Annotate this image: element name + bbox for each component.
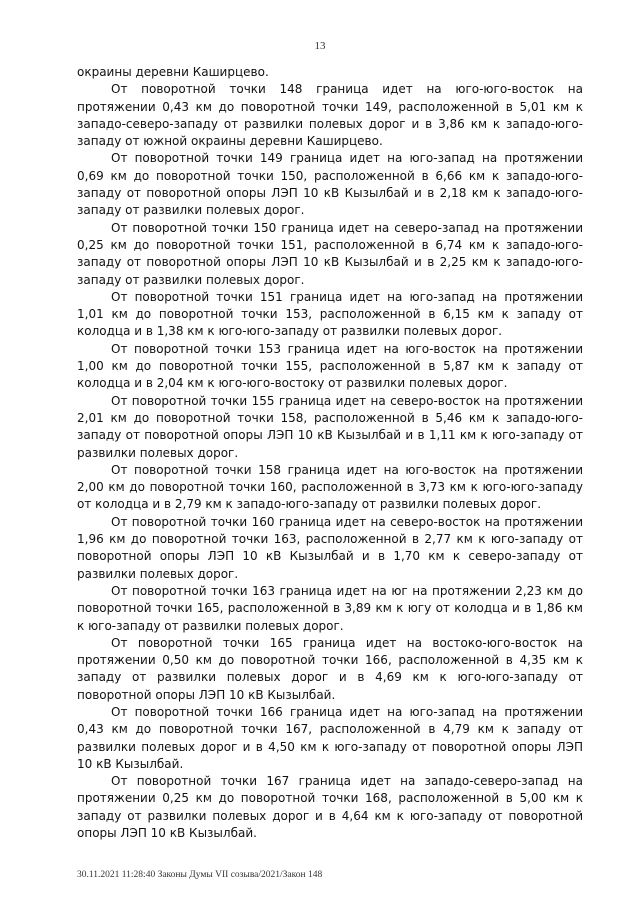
paragraph: От поворотной точки 166 граница идет на юго-запад на протяжении 0,43 км до поворотной точки 167, расположенной в 4,79 км к западу от развилки полевых дорог и в 4,50 км к юго-западу от поворотной опоры ЛЭП 10 кВ Кызылбай.	[77, 704, 583, 771]
paragraph: От поворотной точки 163 граница идет на юг на протяжении 2,23 км до поворотной точки 165, расположенной в 3,89 км к югу от колодца и в 1,86 км к юго-западу от развилки полевых дорог.	[77, 583, 583, 633]
paragraph: От поворотной точки 165 граница идет на востоко-юго-восток на протяжении 0,50 км до поворотной точки 166, расположенной в 4,35 км к западу от развилки полевых дорог и в 4,69 км к юго-юго-западу от поворотной опоры ЛЭП 10 кВ Кызылбай.	[77, 635, 583, 702]
document-body	[77, 64, 583, 842]
paragraph: От поворотной точки 160 граница идет на северо-восток на протяжении 1,96 км до поворотной точки 163, расположенной в 2,77 км к юго-западу от поворотной опоры ЛЭП 10 кВ Кызылбай и в 1,70 км к северо-западу от развилки полевых дорог.	[77, 514, 583, 581]
document-footer: 30.11.2021 11:28:40 Законы Думы VII созыва/2021/Закон 148	[77, 870, 323, 880]
paragraph: От поворотной точки 148 граница идет на юго-юго-восток на протяжении 0,43 км до поворотной точки 149, расположенной в 5,01 км к западо-северо-западу от развилки полевых дорог и в 3,86 км к западо-юго-западу от южной окраины деревни Каширцево.	[77, 82, 583, 149]
paragraph: От поворотной точки 158 граница идет на юго-восток на протяжении 2,00 км до поворотной точки 160, расположенной в 3,73 км к юго-юго-западу от колодца и в 2,79 км к западо-юго-западу от развилки полевых дорог.	[77, 462, 583, 512]
paragraph: От поворотной точки 151 граница идет на юго-запад на протяжении 1,01 км до поворотной точки 153, расположенной в 6,15 км к западу от колодца и в 1,38 км к юго-юго-западу от развилки полевых дорог.	[77, 289, 583, 339]
paragraph: окраины деревни Каширцево.	[77, 65, 269, 79]
paragraph: От поворотной точки 150 граница идет на северо-запад на протяжении 0,25 км до поворотной точки 151, расположенной в 6,74 км к западо-юго-западу от поворотной опоры ЛЭП 10 кВ Кызылбай и в 2,25 км к западо-юго-западу от развилки полевых дорог.	[77, 220, 583, 287]
paragraph: От поворотной точки 153 граница идет на юго-восток на протяжении 1,00 км до поворотной точки 155, расположенной в 5,87 км к западу от колодца и в 2,04 км к юго-юго-востоку от развилки полевых дорог.	[77, 341, 583, 391]
page-number: 13	[314, 40, 326, 52]
paragraph: От поворотной точки 149 граница идет на юго-запад на протяжении 0,69 км до поворотной точки 150, расположенной в 6,66 км к западо-юго-западу от поворотной опоры ЛЭП 10 кВ Кызылбай и в 2,18 км к западо-юго-западу от развилки полевых дорог.	[77, 151, 583, 218]
paragraph: От поворотной точки 167 граница идет на западо-северо-запад на протяжении 0,25 км до поворотной точки 168, расположенной в 5,00 км к западу от развилки полевых дорог и в 4,64 км к юго-западу от поворотной опоры ЛЭП 10 кВ Кызылбай.	[77, 774, 583, 841]
paragraph: От поворотной точки 155 граница идет на северо-восток на протяжении 2,01 км до поворотной точки 158, расположенной в 5,46 км к западо-юго-западу от поворотной опоры ЛЭП 10 кВ Кызылбай и в 1,11 км к юго-западу от развилки полевых дорог.	[77, 393, 583, 460]
